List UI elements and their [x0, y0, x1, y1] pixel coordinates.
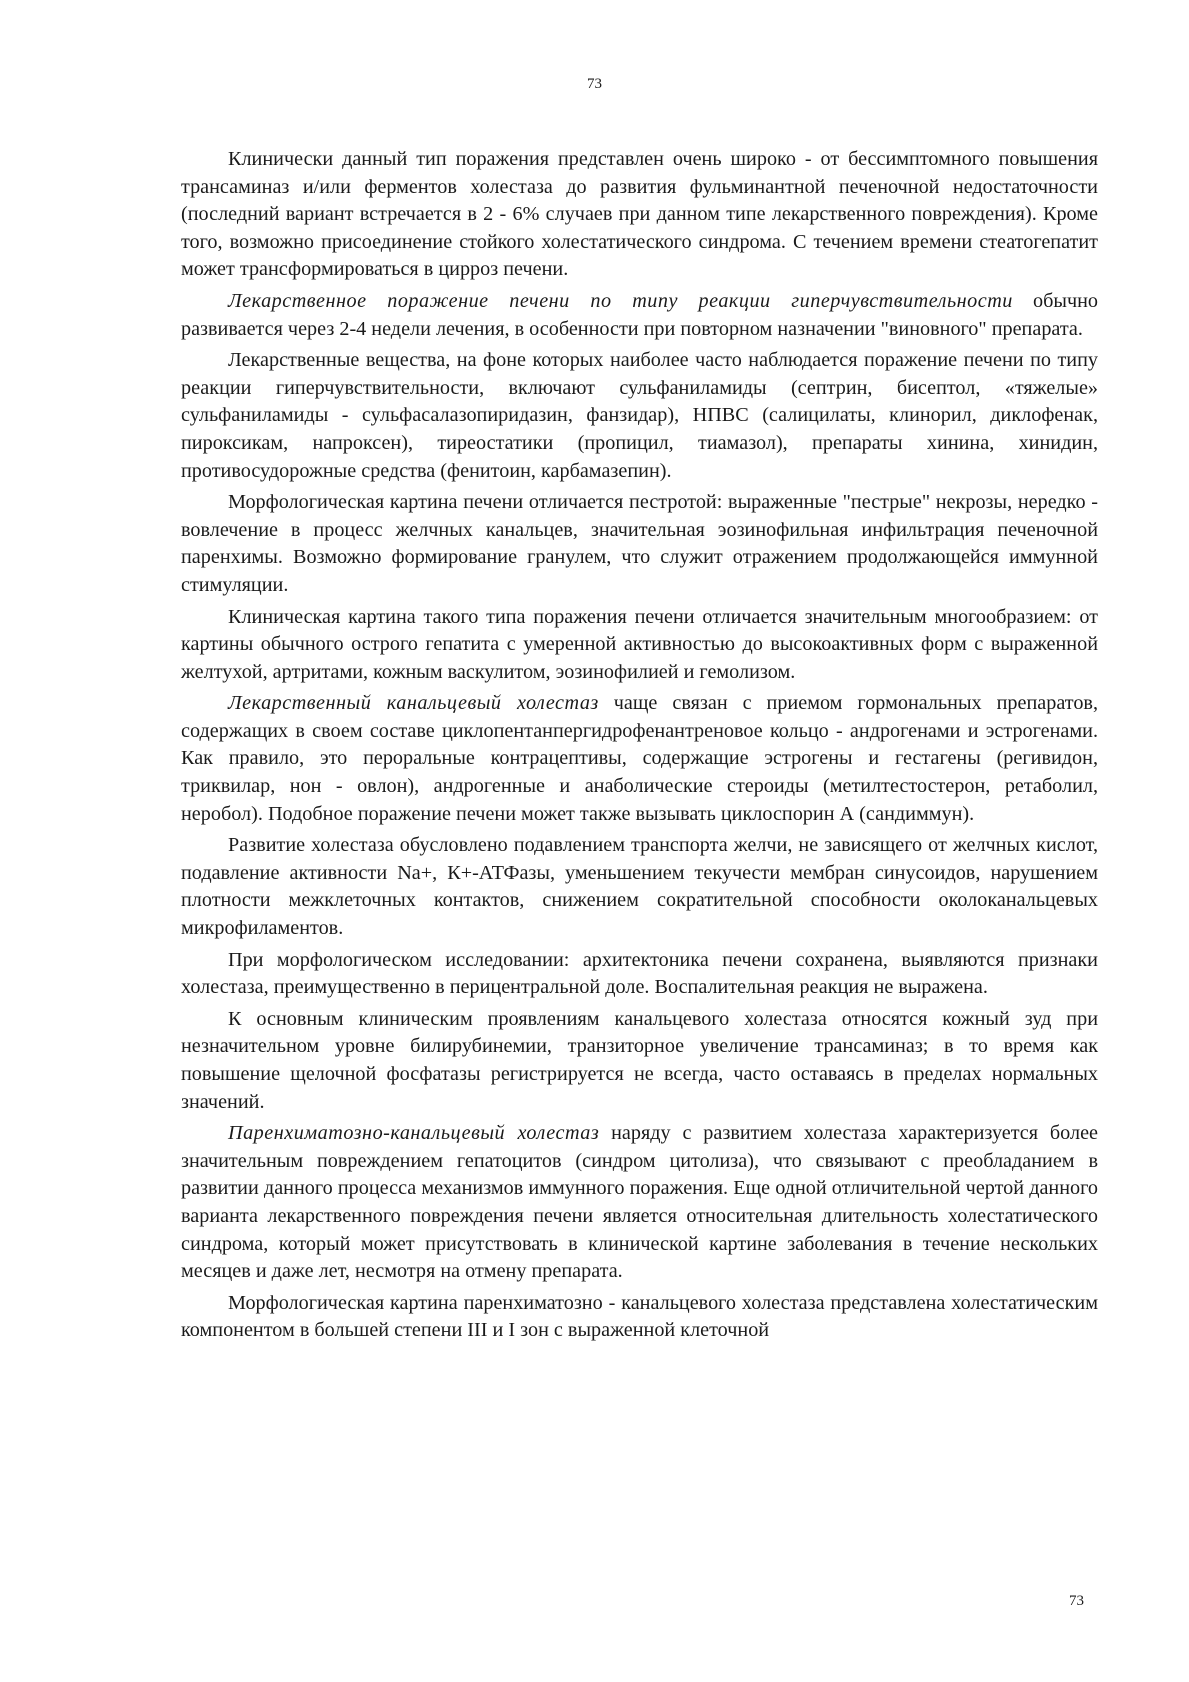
paragraph-text: чаще связан с приемом гормональных препаратов, содержащих в своем составе циклопентанпергидрофенантреновое кольцо - андрогенами и эстрогенами. Как правило, это пероральные контрацептивы, содержащие эстрогены и гестагены (регивидон, триквилар, нон - овлон), андрогенные и анаболические стероиды (метилтестостерон, ретаболил, неробол). Подобное поражение печени может также вызывать циклоспорин А (сандиммун).: [181, 692, 1098, 825]
paragraph: [181, 288, 1098, 343]
document-body: [181, 146, 1098, 1349]
paragraph-text: Развитие холестаза обусловлено подавлением транспорта желчи, не зависящего от желчных кислот, подавление активности Na+, К+-АТФазы, уменьшением текучести мембран синусоидов, нарушением плотности межклеточных контактов, снижением сократительной способности околоканальцевых микрофиламентов.: [181, 834, 1098, 940]
page-number-bottom: 73: [1069, 1593, 1084, 1609]
page-number-top: 73: [587, 76, 602, 92]
paragraph: [181, 146, 1098, 284]
paragraph: [181, 489, 1098, 599]
paragraph-text: К основным клиническим проявлениям канальцевого холестаза относятся кожный зуд при незначительном уровне билирубинемии, транзиторное увеличение трансаминаз; в то время как повышение щелочной фосфатазы регистрируется не всегда, часто оставаясь в пределах нормальных значений.: [181, 1007, 1098, 1113]
paragraph-emphasis: Паренхиматозно-канальцевый холестаз: [228, 1122, 600, 1145]
paragraph-emphasis: Лекарственное поражение печени по типу реакции гиперчувствительности: [228, 289, 1013, 312]
paragraph: [181, 947, 1098, 1002]
paragraph-emphasis: Лекарственный канальцевый холестаз: [228, 692, 599, 715]
paragraph: [181, 347, 1098, 485]
paragraph: [181, 1290, 1098, 1345]
paragraph: [181, 1006, 1098, 1116]
paragraph-text: Клиническая картина такого типа поражения печени отличается значительным многообразием: от картины обычного острого гепатита с умеренной активностью до высокоактивных форм с выраженной желтухой, артритами, кожным васкулитом, эозинофилией и гемолизом.: [181, 605, 1098, 683]
paragraph: [181, 1120, 1098, 1286]
paragraph: [181, 690, 1098, 828]
paragraph-text: Клинически данный тип поражения представлен очень широко - от бессимптомного повышения трансаминаз и/или ферментов холестаза до развития фульминантной печеночной недостаточности (последний вариант встречается в 2 - 6% случаев при данном типе лекарственного повреждения). Кроме того, возможно присоединение стойкого холестатического синдрома. С течением времени стеатогепатит может трансформироваться в цирроз печени.: [181, 148, 1098, 281]
paragraph-text: Морфологическая картина паренхиматозно - канальцевого холестаза представлена холестатическим компонентом в большей степени III и I зон с выраженной клеточной: [181, 1291, 1098, 1342]
paragraph-text: Лекарственные вещества, на фоне которых наиболее часто наблюдается поражение печени по типу реакции гиперчувствительности, включают сульфаниламиды (септрин, бисептол, «тяжелые» сульфаниламиды - сульфасалазопиридазин, фанзидар), НПВС (салицилаты, клинорил, диклофенак, пироксикам, напроксен), тиреостатики (пропицил, тиамазол), препараты хинина, хинидин, противосудорожные средства (фенитоин, карбамазепин).: [181, 349, 1098, 482]
paragraph-text: Морфологическая картина печени отличается пестротой: выраженные "пестрые" некрозы, нередко - вовлечение в процесс желчных канальцев, значительная эозинофильная инфильтрация печеночной паренхимы. Возможно формирование гранулем, что служит отражением продолжающейся иммунной стимуляции.: [181, 491, 1098, 596]
paragraph-text: обычно развивается через 2-4 недели лечения, в особенности при повторном назначении "виновного" препарата.: [181, 289, 1098, 340]
paragraph: [181, 604, 1098, 687]
paragraph-text: При морфологическом исследовании: архитектоника печени сохранена, выявляются признаки холестаза, преимущественно в перицентральной доле. Воспалительная реакция не выражена.: [181, 948, 1098, 999]
paragraph-text: наряду с развитием холестаза характеризуется более значительным повреждением гепатоцитов (синдром цитолиза), что связывают с преобладанием в развитии данного процесса механизмов иммунного поражения. Еще одной отличительной чертой данного варианта лекарственного повреждения печени является относительная длительность холестатического синдрома, который может присутствовать в клинической картине заболевания в течение нескольких месяцев и даже лет, несмотря на отмену препарата.: [181, 1122, 1098, 1283]
paragraph: [181, 832, 1098, 942]
